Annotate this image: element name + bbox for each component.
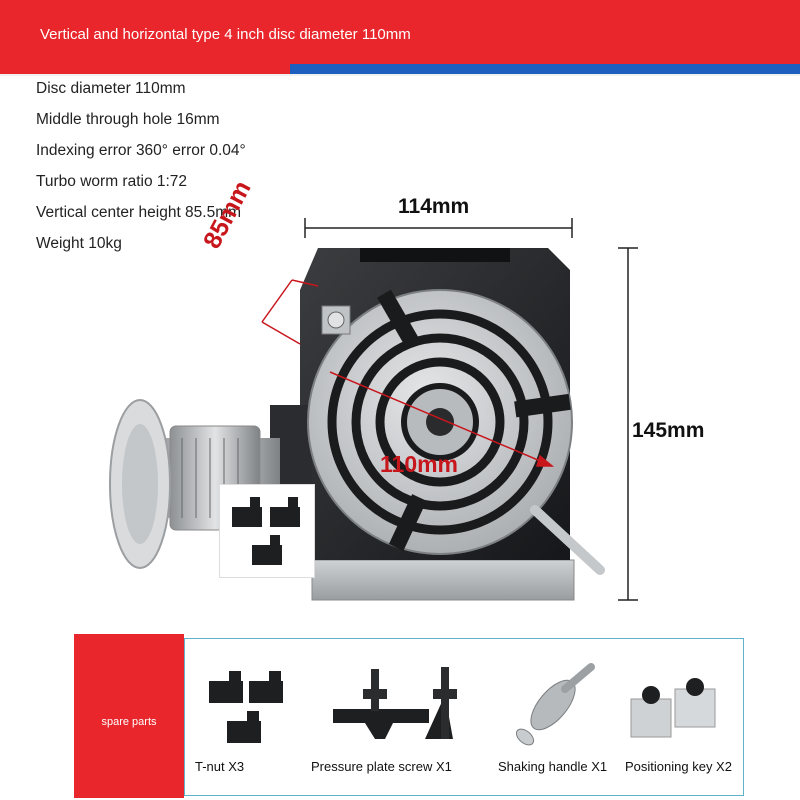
spec-item: Disc diameter 110mm — [36, 80, 186, 97]
spare-parts-label: spare parts — [101, 716, 157, 728]
pressure-plate-screw-icon — [325, 659, 465, 749]
disc-dimension-label: 110mm — [380, 451, 459, 477]
width-dimension-label: 114mm — [398, 195, 470, 218]
spec-item: Middle through hole 16mm — [36, 111, 220, 128]
shaking-handle-icon — [505, 659, 605, 749]
center-dimension-label: 85mm — [198, 176, 257, 254]
housing-top-slot — [360, 248, 510, 262]
spare-parts-box — [184, 638, 744, 796]
spare-part-name: T-nut X3 — [195, 759, 245, 774]
spare-part-name: Pressure plate screw X1 — [311, 759, 452, 774]
dimension-114 — [305, 218, 572, 238]
spec-item: Vertical center height 85.5mm — [36, 204, 242, 221]
height-dimension-label: 145mm — [632, 419, 705, 442]
spare-part-name: Positioning key X2 — [625, 759, 732, 774]
spare-parts-tag — [74, 634, 184, 798]
t-nut-icon — [220, 485, 314, 577]
spec-item: Turbo worm ratio 1:72 — [36, 173, 188, 190]
banner-title: Vertical and horizontal type 4 inch disc diameter 110mm — [40, 26, 411, 43]
spare-part-name: Shaking handle X1 — [498, 759, 608, 774]
spec-item: Indexing error 360° error 0.04° — [36, 142, 246, 159]
t-nut-inset — [219, 484, 315, 578]
t-nut-icon — [203, 663, 293, 749]
spare-parts-section — [74, 634, 744, 798]
base-plate — [312, 560, 574, 600]
positioning-key-icon — [625, 677, 725, 747]
spec-item: Weight 10kg — [36, 235, 122, 252]
